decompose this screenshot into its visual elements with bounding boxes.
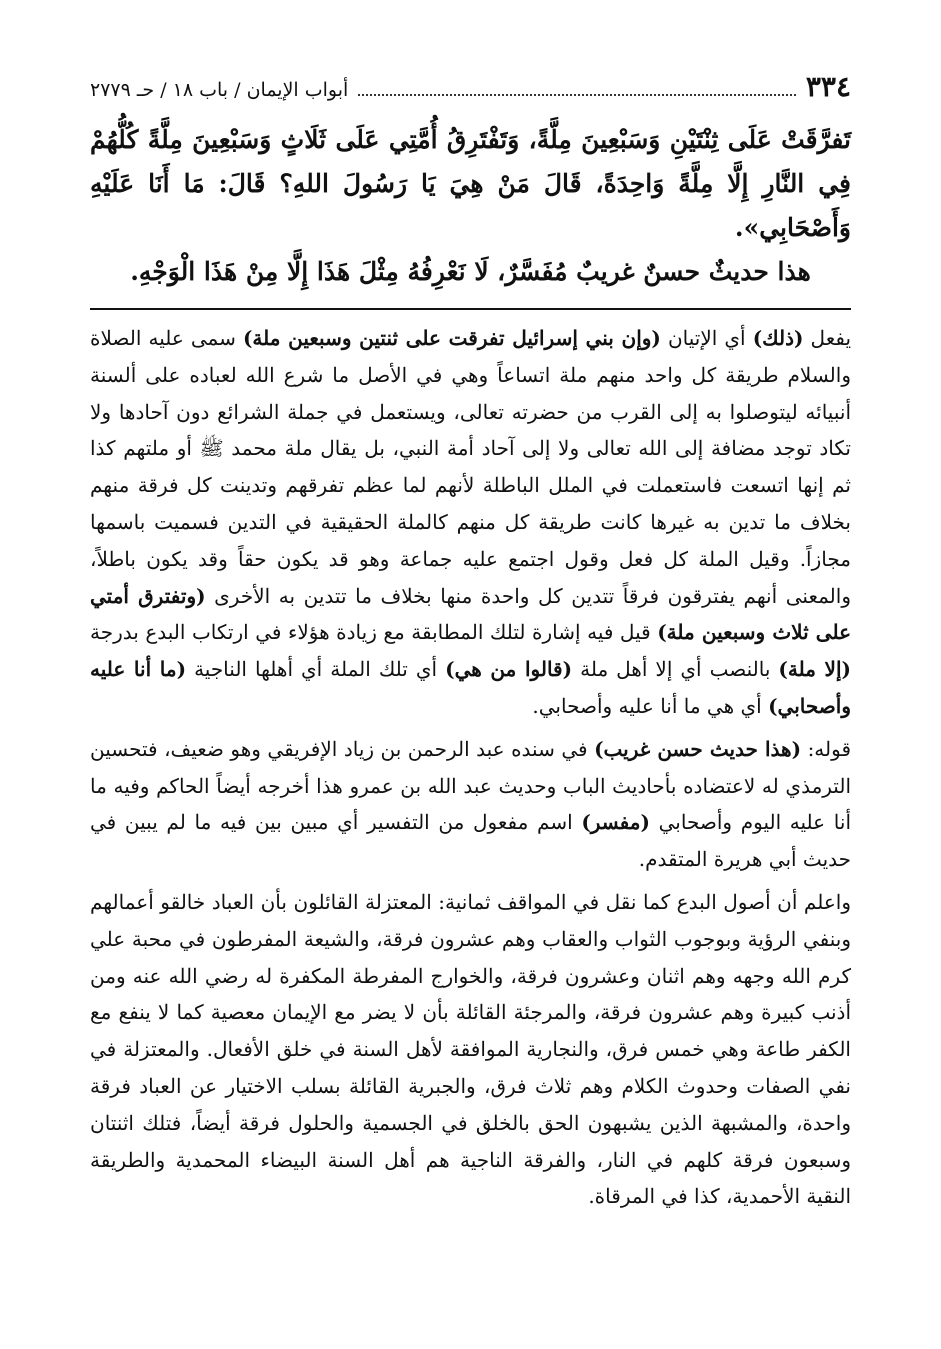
text-run: اسم مفعول من التفسير أي مبين بين فيه ما لم يبين في حديث أبي هريرة المتقدم. (90, 810, 851, 872)
text-run: في سنده عبد الرحمن بن زياد الإفريقي وهو ضعيف، فتحسين الترمذي له لاعتضاده بأحاديث الباب وحديث عبد الله بن عمرو هذا أخرجه أيضاً الحاكم وفيه ما أنا عليه اليوم وأصحابي (90, 736, 851, 835)
text-run: أي تلك الملة أي أهلها الناجية (194, 657, 438, 682)
page-number: ٣٣٤ (805, 70, 851, 103)
commentary-paragraph-1 (90, 320, 851, 725)
hadith-grading: هذا حديثٌ حسنٌ غريبٌ مُفَسَّرٌ، لَا نَعْرِفُهُ مِثْلَ هَذَا إِلَّا مِنْ هَذَا الْوَجْهِ. (130, 257, 811, 286)
text-run: قوله: (807, 736, 852, 761)
commentary-paragraph-3: واعلم أن أصول البدع كما نقل في المواقف ثمانية: المعتزلة القائلون بأن العباد خالقو أعمالهم وبنفي الرؤية وبوجوب الثواب والعقاب وهم عشرون فرقة، والشيعة المفرطون في محبة علي كرم الله وجهه وهم اثنان وعشرون فرقة، والخوارج المفرطة المكفرة له رضي الله عنه ومن أذنب كبيرة وهم عشرون فرقة، والمرجئة القائلة بأن لا يضر مع الإيمان معصية كما لا ينفع مع الكفر طاعة وهي خمس فرق، والنجارية الموافقة لأهل السنة في خلق الأفعال. والمعتزلة في نفي الصفات وحدوث الكلام وهم ثلاث فرق، والجبرية القائلة بسلب الاختيار عن العباد فرقة واحدة، والمشبهة الذين يشبهون الحق بالخلق في الجسمية والحلول فرقة أيضاً، فتلك اثنتان وسبعون فرقة كلهم في النار، والفرقة الناجية هم أهل السنة البيضاء المحمدية والطريقة النقية الأحمدية، كذا في المرقاة. (90, 889, 851, 1209)
lemma: (وتفترق أمتي على ثلاث وسبعين ملة) (90, 583, 852, 645)
lemma: (هذا حديث حسن غريب) (594, 736, 802, 761)
commentary (90, 320, 851, 1215)
lemma: (مفسر) (581, 810, 650, 835)
commentary-paragraph-2 (90, 731, 851, 878)
separator-rule (90, 308, 851, 310)
text-run: أي الإتيان (667, 326, 746, 350)
running-header (90, 70, 851, 110)
text-run: يفعل (810, 326, 852, 350)
lemma: (قالوا من هي) (445, 657, 573, 682)
lemma: (ذلك) (752, 326, 804, 350)
text-run: قيل فيه إشارة لتلك المطابقة مع زيادة هؤلاء في ارتكاب البدع بدرجة (90, 620, 651, 645)
text-run: بالنصب أي إلا أهل ملة (580, 657, 771, 682)
running-title: أبواب الإيمان / باب ١٨ / حـ ٢٧٧٩ (90, 79, 349, 101)
hadith-text: تَفرَّقَتْ عَلَى ثِنْتَيْنِ وَسَبْعِينَ مِلَّةً، وَتَفْتَرِقُ أُمَّتِي عَلَى ثَلَاثٍ وَسَبْعِينَ مِلَّةً كُلُّهُمْ فِي النَّارِ إِلَّا مِلَّةً وَاحِدَةً، قَالَ مَنْ هِيَ يَا رَسُولَ اللهِ؟ قَالَ: مَا أَنَا عَلَيْهِ وَأَصْحَابِي». (90, 125, 851, 242)
text-run: أي هي ما أنا عليه وأصحابي. (532, 693, 762, 718)
lemma: (ما أنا عليه وأصحابي) (90, 657, 851, 718)
lemma: (وإن بني إسرائيل تفرقت على ثنتين وسبعين ملة) (242, 326, 661, 350)
leader-dots (358, 80, 796, 96)
lemma: (إلا ملة) (778, 657, 851, 682)
hadith-text-block (90, 118, 851, 294)
text-run: سمى عليه الصلاة والسلام طريقة كل واحد منهم ملة اتساعاً وهي في الأصل ما شرع الله لعباده على ألسنة أنبيائه ليتوصلوا به إلى القرب من حضرته تعالى، ويستعمل في جملة الشرائع دون آحادها ولا تكاد توجد مضافة إلى الله تعالى ولا إلى آحاد أمة النبي، بل يقال ملة محمد ﷺ أو ملتهم كذا ثم إنها اتسعت فاستعملت في الملل الباطلة لأنهم لما عظم تفرقهم وتدينت كل فرقة منهم بخلاف ما تدين به غيرها كانت طريقة كل منهم كالملة الحقيقية في التدين فسميت باسمها مجازاً. وقيل الملة كل فعل وقول اجتمع عليه جماعة وهو قد يكون حقاً وقد يكون باطلاً، والمعنى أنهم يفترقون فرقاً تتدين كل واحدة منها بخلاف ما تتدين به الأخرى (90, 326, 851, 608)
